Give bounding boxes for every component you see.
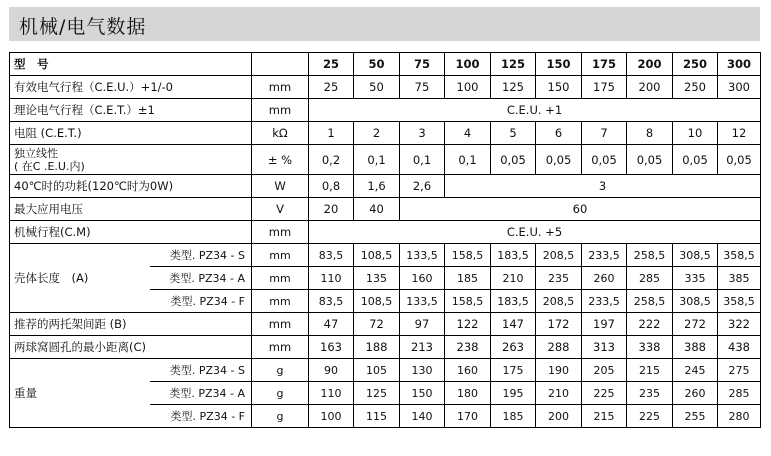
value-cell: 147 xyxy=(491,313,536,336)
voltage-row xyxy=(10,198,761,221)
value-cell: 258,5 xyxy=(627,244,673,267)
value-cell: 160 xyxy=(400,267,445,290)
value-cell: 83,5 xyxy=(309,244,354,267)
value-cell: 163 xyxy=(309,336,354,359)
bracket-row-label: 推荐的两托架间距 (B) xyxy=(10,313,252,336)
mech-stroke-row-label: 机械行程(C.M) xyxy=(10,221,252,244)
value-cell: 255 xyxy=(673,405,718,428)
power-row xyxy=(10,175,761,198)
value-cell: 185 xyxy=(491,405,536,428)
value-cell: 205 xyxy=(582,359,627,382)
value-cell: 210 xyxy=(536,382,582,405)
value-cell: 0,05 xyxy=(536,145,582,175)
header-row xyxy=(10,53,761,76)
voltage-row-label: 最大应用电压 xyxy=(10,198,252,221)
value-cell: 135 xyxy=(354,267,400,290)
value-cell: 5 xyxy=(491,122,536,145)
value-cell: 125 xyxy=(491,76,536,99)
value-cell: 213 xyxy=(400,336,445,359)
value-cell: 115 xyxy=(354,405,400,428)
unit-cell: mm xyxy=(252,99,309,122)
resistance-row-label: 电阻 (C.E.T.) xyxy=(10,122,252,145)
value-cell: 0,05 xyxy=(627,145,673,175)
value-cell: 100 xyxy=(445,76,491,99)
value-cell: 12 xyxy=(718,122,761,145)
value-cell: 208,5 xyxy=(536,290,582,313)
unit-cell: g xyxy=(252,382,309,405)
value-cell: 235 xyxy=(627,382,673,405)
power-row-label: 40℃时的功耗(120℃时为0W) xyxy=(10,175,252,198)
stroke-row xyxy=(10,76,761,99)
value-cell: 258,5 xyxy=(627,290,673,313)
value-cell: 140 xyxy=(400,405,445,428)
value-cell: 300 xyxy=(718,53,761,76)
value-cell: 183,5 xyxy=(491,290,536,313)
value-cell: 235 xyxy=(536,267,582,290)
value-cell: 0,05 xyxy=(673,145,718,175)
ball-holes-row xyxy=(10,336,761,359)
value-cell: 7 xyxy=(582,122,627,145)
ball-holes-row-label: 两球窝圆孔的最小距离(C) xyxy=(10,336,252,359)
stroke-row-label: 有效电气行程（C.E.U.）+1/-0 xyxy=(10,76,252,99)
value-cell: 150 xyxy=(536,53,582,76)
value-cell: 0,05 xyxy=(491,145,536,175)
value-cell: 90 xyxy=(309,359,354,382)
housing-row xyxy=(10,244,761,267)
mech-stroke-row xyxy=(10,221,761,244)
value-cell: 245 xyxy=(673,359,718,382)
value-cell: 250 xyxy=(673,76,718,99)
value-cell: 197 xyxy=(582,313,627,336)
value-cell: 25 xyxy=(309,53,354,76)
value-cell: 6 xyxy=(536,122,582,145)
value-cell: 130 xyxy=(400,359,445,382)
value-cell: 322 xyxy=(718,313,761,336)
value-cell: 195 xyxy=(491,382,536,405)
value-cell: 50 xyxy=(354,53,400,76)
cet-row xyxy=(10,99,761,122)
value-cell: 83,5 xyxy=(309,290,354,313)
value-cell: 110 xyxy=(309,267,354,290)
unit-cell: ± % xyxy=(252,145,309,175)
value-cell: 105 xyxy=(354,359,400,382)
value-cell: 233,5 xyxy=(582,290,627,313)
linearity-label xyxy=(10,145,252,175)
value-cell: 8 xyxy=(627,122,673,145)
value-cell: 275 xyxy=(718,359,761,382)
value-cell: 50 xyxy=(354,76,400,99)
value-cell: 20 xyxy=(309,198,354,221)
resistance-row xyxy=(10,122,761,145)
value-cell: 190 xyxy=(536,359,582,382)
value-cell: 158,5 xyxy=(445,290,491,313)
title-bar xyxy=(9,7,760,41)
value-cell: 125 xyxy=(491,53,536,76)
value-cell: 263 xyxy=(491,336,536,359)
value-cell: 358,5 xyxy=(718,244,761,267)
unit-cell: mm xyxy=(252,221,309,244)
page-title: 机械/电气数据 xyxy=(19,16,147,38)
value-cell: 40 xyxy=(354,198,400,221)
value-cell: 133,5 xyxy=(400,290,445,313)
value-cell: 150 xyxy=(400,382,445,405)
value-cell: 200 xyxy=(627,53,673,76)
unit-cell: mm xyxy=(252,313,309,336)
span-value-cell: C.E.U. +5 xyxy=(309,221,761,244)
unit-cell: g xyxy=(252,405,309,428)
value-cell: 285 xyxy=(718,382,761,405)
span-value-cell: C.E.U. +1 xyxy=(309,99,761,122)
value-cell: 170 xyxy=(445,405,491,428)
value-cell: 0,1 xyxy=(354,145,400,175)
value-cell: 300 xyxy=(718,76,761,99)
value-cell: 172 xyxy=(536,313,582,336)
value-cell: 388 xyxy=(673,336,718,359)
unit-cell: g xyxy=(252,359,309,382)
unit-cell: mm xyxy=(252,76,309,99)
unit-cell: kΩ xyxy=(252,122,309,145)
type-label: 类型. PZ34 - A xyxy=(150,382,252,405)
unit-cell: W xyxy=(252,175,309,198)
value-cell: 4 xyxy=(445,122,491,145)
value-cell: 180 xyxy=(445,382,491,405)
value-cell: 3 xyxy=(400,122,445,145)
header-unit-cell xyxy=(252,53,309,76)
value-cell: 47 xyxy=(309,313,354,336)
header-label: 型 号 xyxy=(10,53,252,76)
value-cell: 260 xyxy=(582,267,627,290)
spec-table xyxy=(9,52,761,428)
value-cell: 0,05 xyxy=(718,145,761,175)
value-cell: 188 xyxy=(354,336,400,359)
value-cell: 288 xyxy=(536,336,582,359)
value-cell: 0,05 xyxy=(582,145,627,175)
value-cell: 238 xyxy=(445,336,491,359)
value-cell: 2 xyxy=(354,122,400,145)
bracket-row xyxy=(10,313,761,336)
unit-cell: V xyxy=(252,198,309,221)
value-cell: 75 xyxy=(400,76,445,99)
value-cell: 160 xyxy=(445,359,491,382)
value-cell: 100 xyxy=(309,405,354,428)
value-cell: 1,6 xyxy=(354,175,400,198)
weight-row-label: 重量 xyxy=(10,359,150,428)
value-cell: 133,5 xyxy=(400,244,445,267)
value-cell: 100 xyxy=(445,53,491,76)
value-cell: 1 xyxy=(309,122,354,145)
span-value-cell: 3 xyxy=(445,175,761,198)
value-cell: 200 xyxy=(536,405,582,428)
value-cell: 200 xyxy=(627,76,673,99)
value-cell: 175 xyxy=(582,76,627,99)
weight-row xyxy=(10,359,761,382)
unit-cell: mm xyxy=(252,267,309,290)
value-cell: 108,5 xyxy=(354,244,400,267)
value-cell: 215 xyxy=(582,405,627,428)
value-cell: 175 xyxy=(582,53,627,76)
value-cell: 175 xyxy=(491,359,536,382)
value-cell: 0,8 xyxy=(309,175,354,198)
value-cell: 208,5 xyxy=(536,244,582,267)
value-cell: 358,5 xyxy=(718,290,761,313)
unit-cell: mm xyxy=(252,336,309,359)
type-label: 类型. PZ34 - F xyxy=(150,405,252,428)
value-cell: 110 xyxy=(309,382,354,405)
value-cell: 225 xyxy=(582,382,627,405)
value-cell: 233,5 xyxy=(582,244,627,267)
type-label: 类型. PZ34 - S xyxy=(150,244,252,267)
unit-cell: mm xyxy=(252,290,309,313)
value-cell: 122 xyxy=(445,313,491,336)
value-cell: 272 xyxy=(673,313,718,336)
value-cell: 25 xyxy=(309,76,354,99)
value-cell: 215 xyxy=(627,359,673,382)
value-cell: 385 xyxy=(718,267,761,290)
housing-row-label: 壳体长度 (A) xyxy=(10,244,150,313)
value-cell: 225 xyxy=(627,405,673,428)
value-cell: 72 xyxy=(354,313,400,336)
type-label: 类型. PZ34 - A xyxy=(150,267,252,290)
value-cell: 335 xyxy=(673,267,718,290)
value-cell: 308,5 xyxy=(673,290,718,313)
value-cell: 0,1 xyxy=(400,145,445,175)
value-cell: 338 xyxy=(627,336,673,359)
value-cell: 158,5 xyxy=(445,244,491,267)
value-cell: 222 xyxy=(627,313,673,336)
value-cell: 0,1 xyxy=(445,145,491,175)
value-cell: 285 xyxy=(627,267,673,290)
value-cell: 10 xyxy=(673,122,718,145)
span-value-cell: 60 xyxy=(400,198,761,221)
value-cell: 125 xyxy=(354,382,400,405)
linearity-row xyxy=(10,145,761,175)
value-cell: 313 xyxy=(582,336,627,359)
value-cell: 2,6 xyxy=(400,175,445,198)
value-cell: 108,5 xyxy=(354,290,400,313)
value-cell: 210 xyxy=(491,267,536,290)
value-cell: 150 xyxy=(536,76,582,99)
linearity-label-line1: 独立线性 xyxy=(14,146,58,160)
value-cell: 438 xyxy=(718,336,761,359)
value-cell: 250 xyxy=(673,53,718,76)
value-cell: 260 xyxy=(673,382,718,405)
value-cell: 97 xyxy=(400,313,445,336)
type-label: 类型. PZ34 - S xyxy=(150,359,252,382)
value-cell: 280 xyxy=(718,405,761,428)
value-cell: 0,2 xyxy=(309,145,354,175)
linearity-label-line2: ( 在C .E.U.内) xyxy=(14,159,85,173)
value-cell: 185 xyxy=(445,267,491,290)
value-cell: 183,5 xyxy=(491,244,536,267)
cet-row-label: 理论电气行程（C.E.T.）±1 xyxy=(10,99,252,122)
value-cell: 75 xyxy=(400,53,445,76)
type-label: 类型. PZ34 - F xyxy=(150,290,252,313)
unit-cell: mm xyxy=(252,244,309,267)
value-cell: 308,5 xyxy=(673,244,718,267)
